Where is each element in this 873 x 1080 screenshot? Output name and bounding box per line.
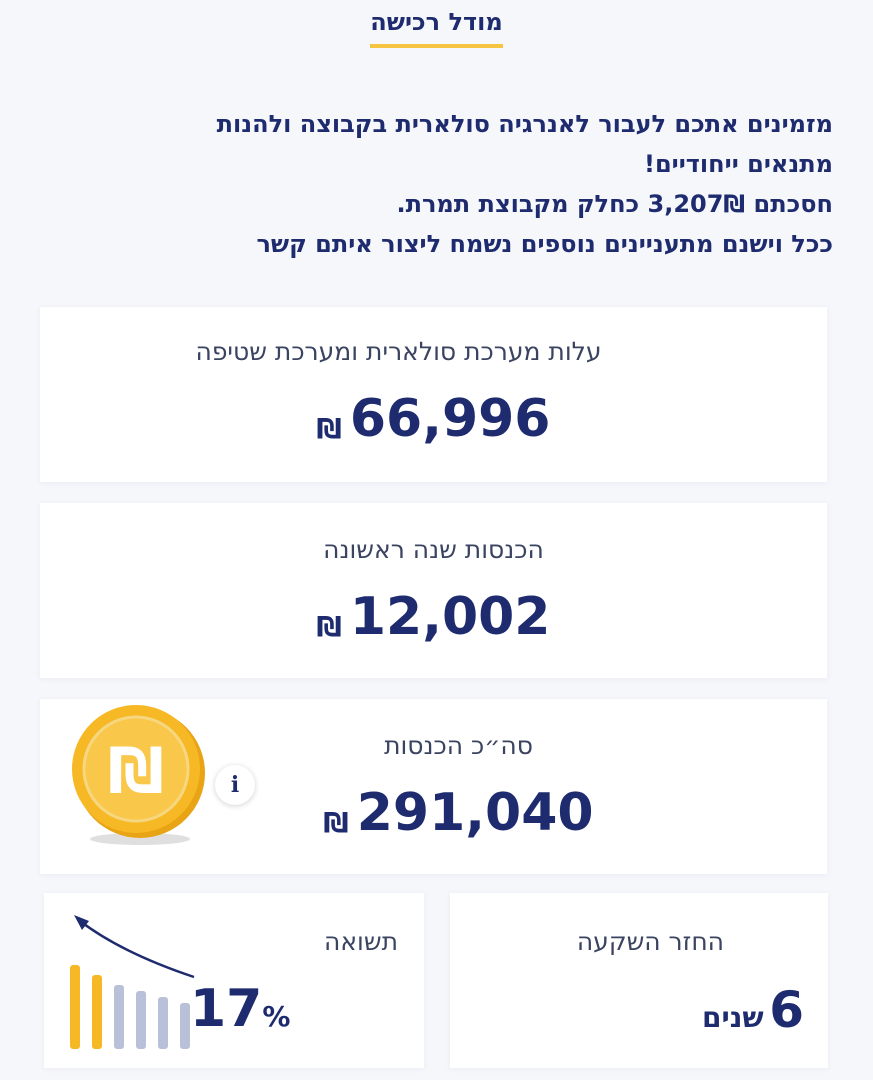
currency-symbol: ₪ bbox=[316, 412, 342, 445]
first-year-label: הכנסות שנה ראשונה bbox=[323, 535, 544, 564]
return-label: תשואה bbox=[324, 927, 398, 956]
cost-card bbox=[40, 307, 827, 482]
intro-text bbox=[40, 104, 833, 264]
cost-value bbox=[40, 389, 827, 449]
intro-line-1: מזמינים אתכם לעבור לאנרגיה סולארית בקבוצה ולהנות bbox=[216, 110, 833, 138]
return-value bbox=[190, 979, 290, 1039]
intro-line-2: מתנאים ייחודיים! bbox=[644, 150, 833, 178]
info-icon[interactable]: i bbox=[215, 765, 255, 805]
total-income-card bbox=[40, 699, 827, 874]
return-card bbox=[44, 893, 424, 1068]
total-income-label: סה״כ הכנסות bbox=[384, 731, 533, 760]
payback-card bbox=[450, 893, 828, 1068]
first-year-income-card bbox=[40, 503, 827, 678]
intro-line-3: חסכתם 3,207₪ כחלק מקבוצת תמרת. bbox=[396, 190, 833, 218]
first-year-value bbox=[40, 587, 827, 647]
tab-title-label: מודל רכישה bbox=[370, 8, 502, 48]
payback-unit: שנים bbox=[701, 1001, 764, 1034]
total-income-amount: 291,040 bbox=[356, 783, 594, 843]
cost-label: עלות מערכת סולארית ומערכת שטיפה bbox=[195, 337, 602, 366]
currency-symbol: ₪ bbox=[316, 610, 342, 643]
first-year-amount: 12,002 bbox=[349, 587, 551, 647]
payback-number: 6 bbox=[769, 981, 804, 1039]
percent-sign: % bbox=[262, 1000, 291, 1033]
intro-line-4: ככל וישנם מתעניינים נוספים נשמח ליצור איתם קשר bbox=[256, 230, 833, 258]
tab-purchase-model[interactable] bbox=[0, 8, 873, 48]
shekel-coin-icon bbox=[60, 689, 210, 849]
coin-shekel-symbol: ₪ bbox=[107, 734, 165, 807]
payback-value bbox=[702, 981, 804, 1039]
currency-symbol: ₪ bbox=[323, 806, 349, 839]
return-number: 17 bbox=[190, 979, 263, 1039]
cost-amount: 66,996 bbox=[349, 389, 551, 449]
payback-label: החזר השקעה bbox=[576, 927, 724, 956]
total-income-value bbox=[290, 783, 627, 843]
